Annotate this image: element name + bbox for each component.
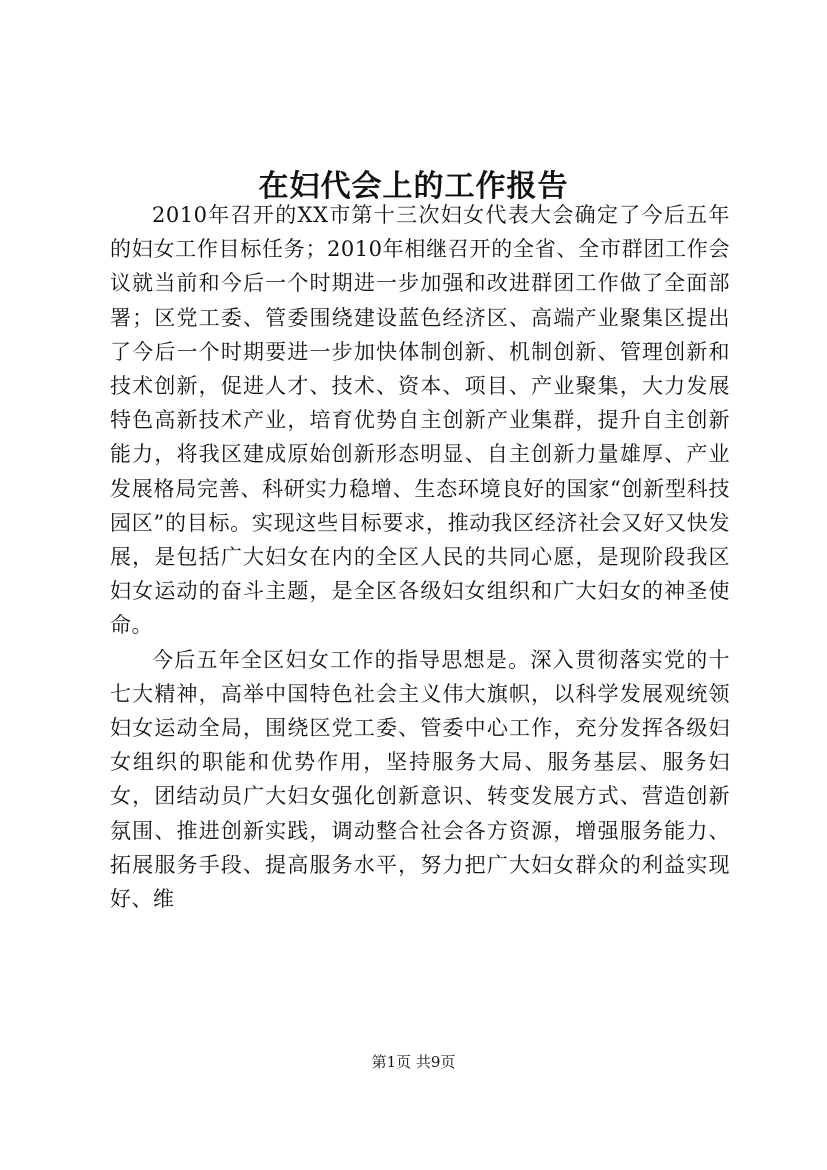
page-footer: 第1页 共9页: [371, 1053, 456, 1071]
paragraph-1: 2010年召开的XX市第十三次妇女代表大会确定了今后五年的妇女工作目标任务；2010年相继召开的全省、全市群团工作会议就当前和今后一个时期进一步加强和改进群团工作做了全面部署；区党工委、管委围绕建设蓝色经济区、高端产业聚集区提出了今后一个时期要进一步加快体制创新、机制创新、管理创新和技术创新，促进人才、技术、资本、项目、产业聚集，大力发展特色高新技术产业，培育优势自主创新产业集群，提升自主创新能力，将我区建成原始创新形态明显、自主创新力量雄厚、产业发展格局完善、科研实力稳增、生态环境良好的国家“创新型科技园区”的目标。实现这些目标要求，推动我区经济社会又好又快发展，是包括广大妇女在内的全区人民的共同心愿，是现阶段我区妇女运动的奋斗主题，是全区各级妇女组织和广大妇女的神圣使命。: [110, 203, 730, 638]
document-title: 在妇代会上的工作报告: [258, 169, 569, 205]
paragraph-2: 今后五年全区妇女工作的指导思想是。深入贯彻落实党的十七大精神，高举中国特色社会主义伟大旗帜，以科学发展观统领妇女运动全局，围绕区党工委、管委中心工作，充分发挥各级妇女组织的职能和优势作用，坚持服务大局、服务基层、服务妇女，团结动员广大妇女强化创新意识、转变发展方式、营造创新氛围、推进创新实践，调动整合社会各方资源，增强服务能力、拓展服务手段、提高服务水平，努力把广大妇女群众的利益实现好、维: [110, 647, 730, 912]
document-body: [110, 198, 730, 916]
